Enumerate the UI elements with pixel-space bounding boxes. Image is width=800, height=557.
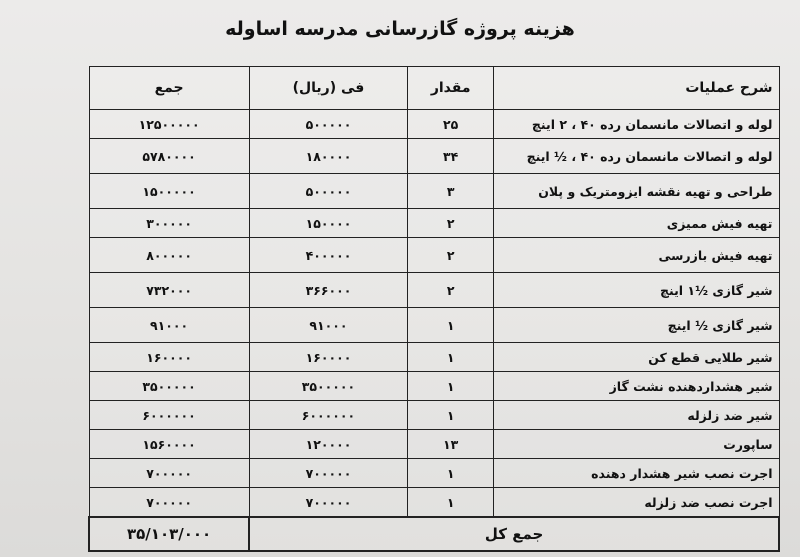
cell-total: ۱۵۰۰۰۰۰ xyxy=(89,174,249,209)
cell-total: ۱۲۵۰۰۰۰۰ xyxy=(89,110,249,139)
table-row xyxy=(89,430,779,459)
table-row xyxy=(89,110,779,139)
cell-quantity: ۱ xyxy=(408,372,494,401)
cell-unit-price: ۹۱۰۰۰ xyxy=(249,308,407,343)
cell-total: ۱۶۰۰۰۰ xyxy=(89,343,249,372)
cell-unit-price: ۱۶۰۰۰۰ xyxy=(249,343,407,372)
cell-unit-price: ۴۰۰۰۰۰ xyxy=(249,238,407,273)
cell-description: شیر گازی ½ اینچ xyxy=(494,308,779,343)
cell-unit-price: ۱۲۰۰۰۰ xyxy=(249,430,407,459)
cell-total: ۵۷۸۰۰۰۰ xyxy=(89,139,249,174)
cell-total: ۳۵۰۰۰۰۰ xyxy=(89,372,249,401)
cell-description: لوله و اتصالات مانسمان رده ۴۰ ، ۲ اینچ xyxy=(494,110,779,139)
cell-description: اجرت نصب شیر هشدار دهنده xyxy=(494,459,779,488)
cell-quantity: ۲۵ xyxy=(408,110,494,139)
cell-unit-price: ۷۰۰۰۰۰ xyxy=(249,459,407,488)
document-title: هزینه پروژه گازرسانی مدرسه اساوله xyxy=(225,18,575,40)
cell-quantity: ۳۴ xyxy=(408,139,494,174)
grand-total-row xyxy=(89,517,779,551)
cell-description: شیر طلایی قطع کن xyxy=(494,343,779,372)
cell-total: ۱۵۶۰۰۰۰ xyxy=(89,430,249,459)
cell-description: لوله و اتصالات مانسمان رده ۴۰ ، ½ اینچ xyxy=(494,139,779,174)
table-row xyxy=(89,273,779,308)
table-row xyxy=(89,401,779,430)
cell-quantity: ۱ xyxy=(408,401,494,430)
cell-unit-price: ۱۵۰۰۰۰ xyxy=(249,209,407,238)
cell-description: شیر گازی ½۱ اینچ xyxy=(494,273,779,308)
cell-quantity: ۲ xyxy=(408,209,494,238)
cell-unit-price: ۵۰۰۰۰۰ xyxy=(249,174,407,209)
cell-quantity: ۱ xyxy=(408,459,494,488)
table-row xyxy=(89,308,779,343)
header-unit-price: فی (ریال) xyxy=(249,67,407,110)
cell-quantity: ۱ xyxy=(408,488,494,518)
cell-quantity: ۲ xyxy=(408,273,494,308)
cell-total: ۳۰۰۰۰۰ xyxy=(89,209,249,238)
cell-total: ۸۰۰۰۰۰ xyxy=(89,238,249,273)
header-description: شرح عملیات xyxy=(494,67,779,110)
cell-unit-price: ۳۶۶۰۰۰ xyxy=(249,273,407,308)
table-row xyxy=(89,174,779,209)
cell-unit-price: ۶۰۰۰۰۰۰ xyxy=(249,401,407,430)
cell-total: ۶۰۰۰۰۰۰ xyxy=(89,401,249,430)
cell-description: تهیه فیش بازرسی xyxy=(494,238,779,273)
table-row xyxy=(89,488,779,518)
cell-description: تهیه فیش ممیزی xyxy=(494,209,779,238)
cell-description: اجرت نصب ضد زلزله xyxy=(494,488,779,518)
table-row xyxy=(89,343,779,372)
table-row xyxy=(89,238,779,273)
cell-description: شیر هشداردهنده نشت گاز xyxy=(494,372,779,401)
grand-total-value: ۳۵/۱۰۳/۰۰۰ xyxy=(89,517,249,551)
header-quantity: مقدار xyxy=(408,67,494,110)
table-row xyxy=(89,139,779,174)
cell-unit-price: ۱۸۰۰۰۰ xyxy=(249,139,407,174)
cell-unit-price: ۳۵۰۰۰۰۰ xyxy=(249,372,407,401)
table-row xyxy=(89,209,779,238)
cost-table xyxy=(88,66,780,552)
cell-description: ساپورت xyxy=(494,430,779,459)
cell-total: ۷۰۰۰۰۰ xyxy=(89,488,249,518)
grand-total-label: جمع کل xyxy=(249,517,779,551)
table-row xyxy=(89,459,779,488)
cell-quantity: ۱۳ xyxy=(408,430,494,459)
cell-total: ۷۳۲۰۰۰ xyxy=(89,273,249,308)
cell-total: ۷۰۰۰۰۰ xyxy=(89,459,249,488)
cell-unit-price: ۵۰۰۰۰۰ xyxy=(249,110,407,139)
table-header-row xyxy=(89,67,779,110)
cell-description: طراحی و تهیه نقشه ایزومتریک و پلان xyxy=(494,174,779,209)
cell-description: شیر ضد زلزله xyxy=(494,401,779,430)
cell-quantity: ۲ xyxy=(408,238,494,273)
cell-total: ۹۱۰۰۰ xyxy=(89,308,249,343)
cell-quantity: ۱ xyxy=(408,343,494,372)
header-total: جمع xyxy=(89,67,249,110)
cell-unit-price: ۷۰۰۰۰۰ xyxy=(249,488,407,518)
cell-quantity: ۱ xyxy=(408,308,494,343)
table-row xyxy=(89,372,779,401)
cell-quantity: ۳ xyxy=(408,174,494,209)
